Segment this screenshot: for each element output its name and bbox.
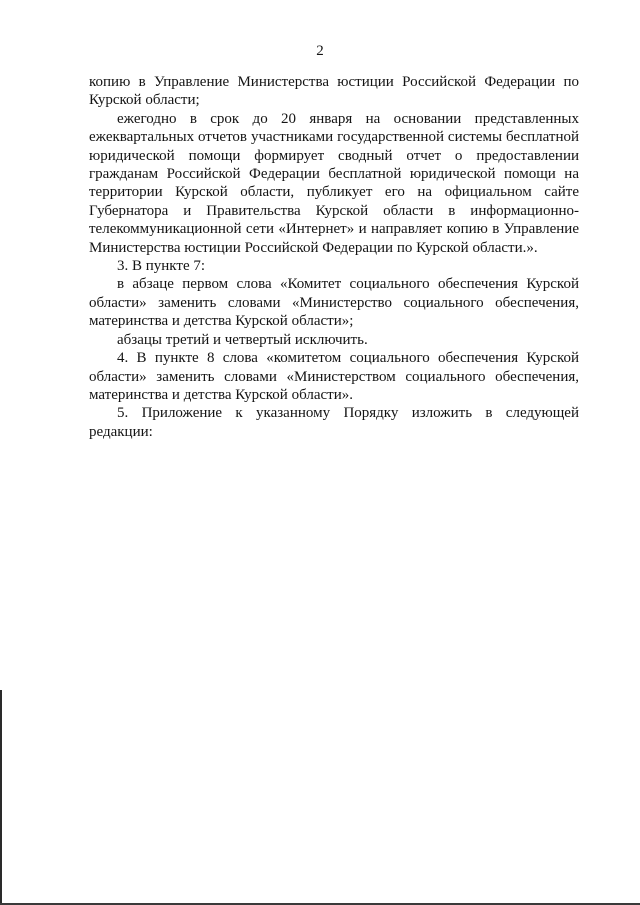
document-body [89, 73, 579, 441]
paragraph-item-7-heading: 3. В пункте 7: [117, 258, 206, 275]
page-number: 2 [316, 43, 324, 59]
paragraph-item-8: 4. В пункте 8 слова «комитетом социального обеспечения Курской области» заменить словами «Министерством социального обеспечения, материнства и детства Курской области». [89, 350, 579, 403]
scan-edge-left [0, 690, 2, 905]
paragraph-annual-report: ежегодно в срок до 20 января на основании представленных ежеквартальных отчетов участниками государственной системы бесплатной юридической помощи формирует сводный отчет о предоставлении гражданам Российской Федерации бесплатной юридической помощи на территории Курской области, публикует его на официальном сайте Губернатора и Правительства Курской области в информационно-телекоммуникационной сети «Интернет» и направляет копию в Управление Министерства юстиции Российской Федерации по Курской области.». [89, 110, 579, 256]
paragraph-continuation: копию в Управление Министерства юстиции Российской Федерации по Курской области; [89, 74, 579, 109]
paragraph-item-5-appendix: 5. Приложение к указанному Порядку изложить в следующей редакции: [89, 405, 579, 440]
paragraph-item-7-first-abstract: в абзаце первом слова «Комитет социального обеспечения Курской области» заменить словами «Министерство социального обеспечения, материнства и детства Курской области»; [89, 276, 579, 330]
paragraph-item-7-exclude: абзацы третий и четвертый исключить. [117, 331, 368, 348]
